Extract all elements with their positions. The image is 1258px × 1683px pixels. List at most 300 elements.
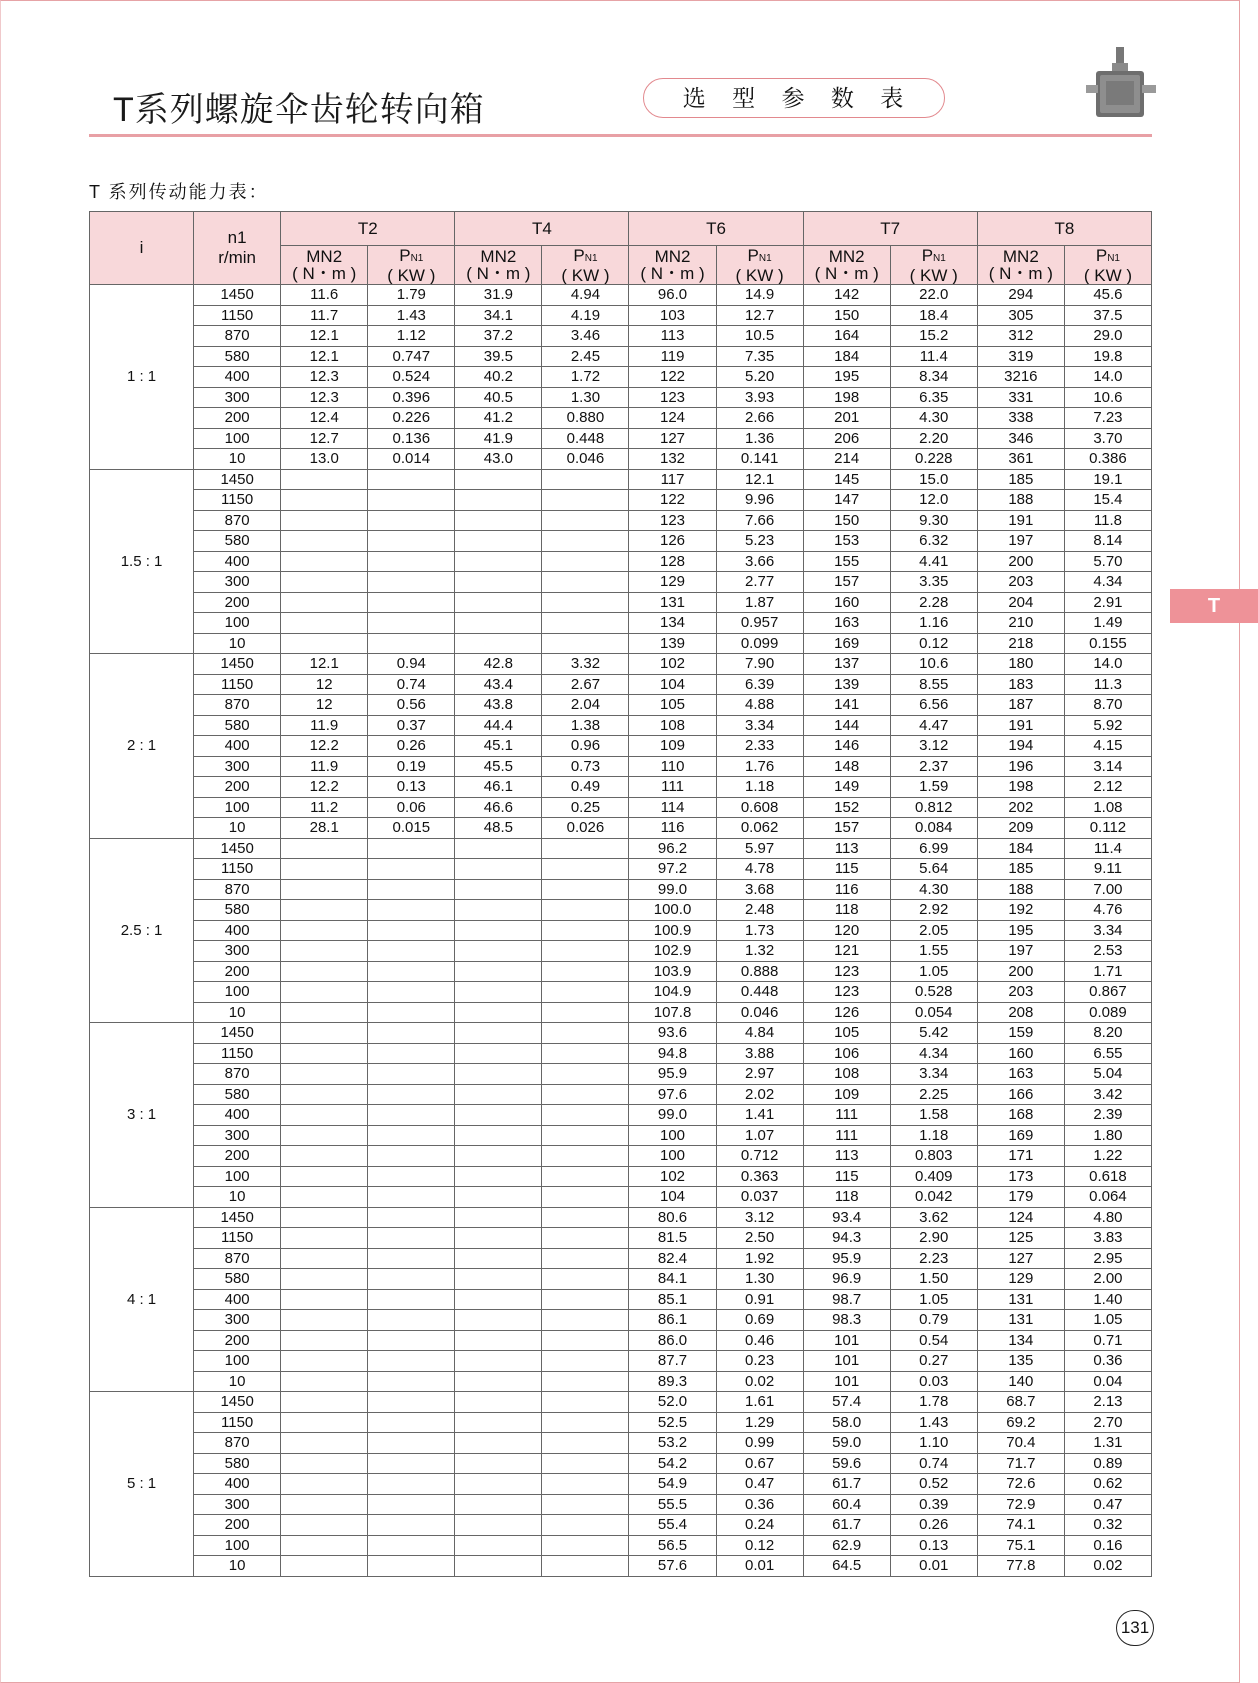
value-cell: 1.76: [716, 756, 803, 777]
value-cell: 0.12: [890, 633, 977, 654]
value-cell: 103.9: [629, 961, 716, 982]
value-cell: 0.94: [368, 654, 455, 675]
value-cell: [542, 961, 629, 982]
value-cell: [368, 1289, 455, 1310]
value-cell: 59.0: [803, 1433, 890, 1454]
value-cell: 55.4: [629, 1515, 716, 1536]
value-cell: 0.712: [716, 1146, 803, 1167]
power-unit: ( KW ): [735, 265, 784, 285]
model-header: T7: [803, 212, 977, 246]
value-cell: 71.7: [977, 1453, 1064, 1474]
value-cell: [542, 879, 629, 900]
speed-cell: 10: [194, 1002, 281, 1023]
model-header: T6: [629, 212, 803, 246]
value-cell: 54.2: [629, 1453, 716, 1474]
torque-label: MN2: [306, 247, 343, 266]
value-cell: 0.386: [1064, 449, 1151, 470]
value-cell: 13.0: [281, 449, 368, 470]
value-cell: 0.037: [716, 1187, 803, 1208]
value-cell: 15.2: [890, 326, 977, 347]
transmission-capacity-table: [89, 211, 1152, 1577]
value-cell: 4.84: [716, 1023, 803, 1044]
value-cell: 1.30: [542, 387, 629, 408]
value-cell: 1.80: [1064, 1125, 1151, 1146]
value-cell: [542, 1064, 629, 1085]
value-cell: 117: [629, 469, 716, 490]
col-header-speed-label: n1: [227, 228, 247, 247]
value-cell: [542, 592, 629, 613]
value-cell: 0.014: [368, 449, 455, 470]
table-row: [90, 736, 1152, 757]
value-cell: 146: [803, 736, 890, 757]
ratio-cell: 1 : 1: [90, 285, 194, 470]
speed-cell: 1150: [194, 1228, 281, 1249]
speed-cell: 580: [194, 1453, 281, 1474]
table-row: [90, 838, 1152, 859]
value-cell: 31.9: [455, 285, 542, 306]
value-cell: 185: [977, 469, 1064, 490]
power-header: [368, 246, 455, 285]
value-cell: [281, 1248, 368, 1269]
value-cell: 0.812: [890, 797, 977, 818]
value-cell: 1.10: [890, 1433, 977, 1454]
value-cell: [455, 1535, 542, 1556]
value-cell: [281, 1453, 368, 1474]
value-cell: 43.8: [455, 695, 542, 716]
value-cell: 123: [803, 982, 890, 1003]
value-cell: [368, 1064, 455, 1085]
value-cell: [281, 1351, 368, 1372]
table-row: [90, 777, 1152, 798]
value-cell: 19.1: [1064, 469, 1151, 490]
value-cell: [542, 613, 629, 634]
table-row: [90, 633, 1152, 654]
value-cell: 0.99: [716, 1433, 803, 1454]
value-cell: [281, 1535, 368, 1556]
value-cell: 104.9: [629, 982, 716, 1003]
value-cell: [368, 1146, 455, 1167]
value-cell: 3.93: [716, 387, 803, 408]
table-row: [90, 1043, 1152, 1064]
speed-cell: 870: [194, 879, 281, 900]
value-cell: 45.6: [1064, 285, 1151, 306]
value-cell: [542, 1248, 629, 1269]
speed-cell: 300: [194, 756, 281, 777]
value-cell: 102.9: [629, 941, 716, 962]
power-label: P: [921, 245, 934, 265]
speed-cell: 200: [194, 1330, 281, 1351]
value-cell: [455, 531, 542, 552]
value-cell: 129: [629, 572, 716, 593]
table-row: [90, 1125, 1152, 1146]
table-row: [90, 531, 1152, 552]
value-cell: [368, 920, 455, 941]
value-cell: 1.78: [890, 1392, 977, 1413]
value-cell: 2.95: [1064, 1248, 1151, 1269]
table-row: [90, 1351, 1152, 1372]
value-cell: 46.1: [455, 777, 542, 798]
value-cell: 101: [803, 1371, 890, 1392]
table-row: [90, 1310, 1152, 1331]
value-cell: [281, 1146, 368, 1167]
col-header-ratio: i: [90, 212, 194, 285]
value-cell: 7.35: [716, 346, 803, 367]
speed-cell: 1450: [194, 1023, 281, 1044]
value-cell: 0.01: [716, 1556, 803, 1577]
value-cell: 131: [977, 1289, 1064, 1310]
value-cell: 157: [803, 818, 890, 839]
value-cell: [542, 1187, 629, 1208]
value-cell: [281, 633, 368, 654]
value-cell: 152: [803, 797, 890, 818]
value-cell: 203: [977, 982, 1064, 1003]
value-cell: 1.08: [1064, 797, 1151, 818]
value-cell: 361: [977, 449, 1064, 470]
value-cell: [368, 490, 455, 511]
table-row: [90, 674, 1152, 695]
speed-cell: 1150: [194, 1412, 281, 1433]
value-cell: 5.42: [890, 1023, 977, 1044]
speed-cell: 870: [194, 1248, 281, 1269]
value-cell: 12.4: [281, 408, 368, 429]
value-cell: [542, 1474, 629, 1495]
value-cell: 115: [803, 859, 890, 880]
value-cell: [455, 920, 542, 941]
value-cell: [455, 1515, 542, 1536]
table-row: [90, 428, 1152, 449]
value-cell: [281, 1412, 368, 1433]
value-cell: 346: [977, 428, 1064, 449]
value-cell: 2.53: [1064, 941, 1151, 962]
value-cell: [368, 531, 455, 552]
value-cell: 132: [629, 449, 716, 470]
value-cell: 4.15: [1064, 736, 1151, 757]
speed-cell: 10: [194, 1371, 281, 1392]
value-cell: 72.9: [977, 1494, 1064, 1515]
value-cell: 104: [629, 674, 716, 695]
value-cell: [455, 1269, 542, 1290]
value-cell: 2.91: [1064, 592, 1151, 613]
header-rule: [89, 134, 1152, 137]
value-cell: 2.33: [716, 736, 803, 757]
value-cell: 60.4: [803, 1494, 890, 1515]
value-cell: 56.5: [629, 1535, 716, 1556]
value-cell: 61.7: [803, 1515, 890, 1536]
value-cell: 8.20: [1064, 1023, 1151, 1044]
value-cell: 0.867: [1064, 982, 1151, 1003]
table-row: [90, 1556, 1152, 1577]
value-cell: 103: [629, 305, 716, 326]
value-cell: [542, 1125, 629, 1146]
value-cell: 1.55: [890, 941, 977, 962]
value-cell: 0.046: [716, 1002, 803, 1023]
value-cell: [368, 551, 455, 572]
value-cell: 64.5: [803, 1556, 890, 1577]
value-cell: 2.67: [542, 674, 629, 695]
table-row: [90, 1392, 1152, 1413]
value-cell: 0.528: [890, 982, 977, 1003]
value-cell: 96.0: [629, 285, 716, 306]
power-label: P: [399, 245, 411, 265]
table-row: [90, 490, 1152, 511]
value-cell: 86.0: [629, 1330, 716, 1351]
value-cell: 194: [977, 736, 1064, 757]
value-cell: [281, 1064, 368, 1085]
speed-cell: 100: [194, 428, 281, 449]
value-cell: 1.31: [1064, 1433, 1151, 1454]
value-cell: 5.70: [1064, 551, 1151, 572]
table-row: [90, 1515, 1152, 1536]
value-cell: 160: [803, 592, 890, 613]
value-cell: [368, 1023, 455, 1044]
value-cell: 1.43: [890, 1412, 977, 1433]
power-subscript: N1: [1107, 252, 1120, 264]
table-row: [90, 879, 1152, 900]
table-row: [90, 1187, 1152, 1208]
value-cell: 4.88: [716, 695, 803, 716]
value-cell: [455, 1371, 542, 1392]
value-cell: 3.12: [890, 736, 977, 757]
value-cell: [455, 1146, 542, 1167]
value-cell: 197: [977, 941, 1064, 962]
value-cell: [542, 490, 629, 511]
value-cell: [281, 838, 368, 859]
value-cell: 198: [977, 777, 1064, 798]
value-cell: 0.74: [890, 1453, 977, 1474]
table-row: [90, 654, 1152, 675]
value-cell: 111: [803, 1105, 890, 1126]
value-cell: [542, 1002, 629, 1023]
value-cell: 0.046: [542, 449, 629, 470]
value-cell: 0.37: [368, 715, 455, 736]
torque-label: MN2: [480, 247, 517, 266]
value-cell: 338: [977, 408, 1064, 429]
value-cell: 12: [281, 695, 368, 716]
value-cell: [542, 1453, 629, 1474]
value-cell: [281, 879, 368, 900]
col-header-speed-unit: r/min: [218, 248, 257, 267]
power-unit: ( KW ): [387, 265, 436, 285]
value-cell: 69.2: [977, 1412, 1064, 1433]
power-label: P: [573, 245, 585, 265]
speed-cell: 870: [194, 326, 281, 347]
value-cell: 14.9: [716, 285, 803, 306]
value-cell: [542, 1433, 629, 1454]
value-cell: [455, 1289, 542, 1310]
value-cell: [368, 469, 455, 490]
value-cell: 137: [803, 654, 890, 675]
value-cell: 1.59: [890, 777, 977, 798]
table-row: [90, 551, 1152, 572]
value-cell: 1.71: [1064, 961, 1151, 982]
value-cell: 98.3: [803, 1310, 890, 1331]
value-cell: 98.7: [803, 1289, 890, 1310]
value-cell: [368, 1125, 455, 1146]
value-cell: 6.32: [890, 531, 977, 552]
value-cell: 191: [977, 715, 1064, 736]
value-cell: 0.099: [716, 633, 803, 654]
value-cell: 15.4: [1064, 490, 1151, 511]
value-cell: [368, 1494, 455, 1515]
value-cell: [542, 1351, 629, 1372]
table-row: [90, 1248, 1152, 1269]
value-cell: [455, 1330, 542, 1351]
value-cell: 40.5: [455, 387, 542, 408]
value-cell: 139: [803, 674, 890, 695]
value-cell: [455, 1433, 542, 1454]
value-cell: [542, 1535, 629, 1556]
value-cell: 108: [629, 715, 716, 736]
table-body: [90, 285, 1152, 1577]
value-cell: 169: [977, 1125, 1064, 1146]
value-cell: 12.2: [281, 777, 368, 798]
value-cell: [542, 1105, 629, 1126]
value-cell: 0.363: [716, 1166, 803, 1187]
value-cell: 183: [977, 674, 1064, 695]
value-cell: 109: [803, 1084, 890, 1105]
power-subscript: N1: [758, 252, 772, 264]
value-cell: 0.015: [368, 818, 455, 839]
value-cell: [368, 1412, 455, 1433]
value-cell: 129: [977, 1269, 1064, 1290]
value-cell: 0.71: [1064, 1330, 1151, 1351]
value-cell: 2.70: [1064, 1412, 1151, 1433]
value-cell: 145: [803, 469, 890, 490]
table-row: [90, 1494, 1152, 1515]
value-cell: [542, 1146, 629, 1167]
value-cell: 168: [977, 1105, 1064, 1126]
speed-cell: 1150: [194, 859, 281, 880]
table-row: [90, 469, 1152, 490]
value-cell: 0.888: [716, 961, 803, 982]
value-cell: 201: [803, 408, 890, 429]
value-cell: [281, 510, 368, 531]
value-cell: [542, 1515, 629, 1536]
value-cell: 46.6: [455, 797, 542, 818]
value-cell: 0.409: [890, 1166, 977, 1187]
table-row: [90, 756, 1152, 777]
value-cell: [542, 1166, 629, 1187]
value-cell: 1.16: [890, 613, 977, 634]
value-cell: 141: [803, 695, 890, 716]
value-cell: [455, 1023, 542, 1044]
table-row: [90, 900, 1152, 921]
value-cell: [368, 838, 455, 859]
table-row: [90, 1228, 1152, 1249]
speed-cell: 100: [194, 797, 281, 818]
value-cell: 1.05: [890, 961, 977, 982]
value-cell: [281, 859, 368, 880]
speed-cell: 400: [194, 1474, 281, 1495]
value-cell: [281, 1084, 368, 1105]
value-cell: 3.66: [716, 551, 803, 572]
value-cell: 1.61: [716, 1392, 803, 1413]
value-cell: 11.9: [281, 756, 368, 777]
value-cell: 0.155: [1064, 633, 1151, 654]
value-cell: 159: [977, 1023, 1064, 1044]
value-cell: 3.70: [1064, 428, 1151, 449]
value-cell: [455, 1064, 542, 1085]
value-cell: 169: [803, 633, 890, 654]
value-cell: 11.7: [281, 305, 368, 326]
value-cell: 68.7: [977, 1392, 1064, 1413]
value-cell: 94.3: [803, 1228, 890, 1249]
power-header: [716, 246, 803, 285]
value-cell: 123: [629, 387, 716, 408]
value-cell: [542, 941, 629, 962]
value-cell: [281, 1392, 368, 1413]
value-cell: 118: [803, 1187, 890, 1208]
value-cell: 109: [629, 736, 716, 757]
value-cell: 0.13: [368, 777, 455, 798]
model-header: T4: [455, 212, 629, 246]
value-cell: 119: [629, 346, 716, 367]
value-cell: 52.5: [629, 1412, 716, 1433]
value-cell: [281, 961, 368, 982]
speed-cell: 10: [194, 1556, 281, 1577]
value-cell: 3.68: [716, 879, 803, 900]
table-row: [90, 1084, 1152, 1105]
value-cell: 4.47: [890, 715, 977, 736]
value-cell: [455, 1084, 542, 1105]
torque-label: MN2: [654, 247, 691, 266]
speed-cell: 580: [194, 346, 281, 367]
value-cell: 150: [803, 305, 890, 326]
value-cell: 1.50: [890, 1269, 977, 1290]
table-row: [90, 1023, 1152, 1044]
value-cell: 0.49: [542, 777, 629, 798]
value-cell: [368, 1371, 455, 1392]
side-tab: [1170, 589, 1258, 623]
value-cell: 6.35: [890, 387, 977, 408]
value-cell: [281, 490, 368, 511]
value-cell: 331: [977, 387, 1064, 408]
value-cell: 0.13: [890, 1535, 977, 1556]
value-cell: 179: [977, 1187, 1064, 1208]
speed-cell: 1150: [194, 1043, 281, 1064]
value-cell: 148: [803, 756, 890, 777]
value-cell: [455, 1166, 542, 1187]
value-cell: 75.1: [977, 1535, 1064, 1556]
value-cell: 0.73: [542, 756, 629, 777]
value-cell: [455, 1474, 542, 1495]
value-cell: 85.1: [629, 1289, 716, 1310]
value-cell: 0.064: [1064, 1187, 1151, 1208]
value-cell: 0.448: [542, 428, 629, 449]
value-cell: 188: [977, 879, 1064, 900]
value-cell: 0.089: [1064, 1002, 1151, 1023]
value-cell: [542, 1392, 629, 1413]
value-cell: [281, 900, 368, 921]
value-cell: 11.9: [281, 715, 368, 736]
value-cell: [368, 879, 455, 900]
speed-cell: 200: [194, 961, 281, 982]
value-cell: 122: [629, 367, 716, 388]
value-cell: 118: [803, 900, 890, 921]
speed-cell: 300: [194, 387, 281, 408]
table-row: [90, 449, 1152, 470]
value-cell: 0.226: [368, 408, 455, 429]
table-row: [90, 961, 1152, 982]
ratio-cell: 5 : 1: [90, 1392, 194, 1577]
value-cell: 3.46: [542, 326, 629, 347]
value-cell: [455, 859, 542, 880]
value-cell: 5.23: [716, 531, 803, 552]
table-row: [90, 592, 1152, 613]
value-cell: 12.7: [716, 305, 803, 326]
value-cell: [368, 572, 455, 593]
table-row: [90, 859, 1152, 880]
